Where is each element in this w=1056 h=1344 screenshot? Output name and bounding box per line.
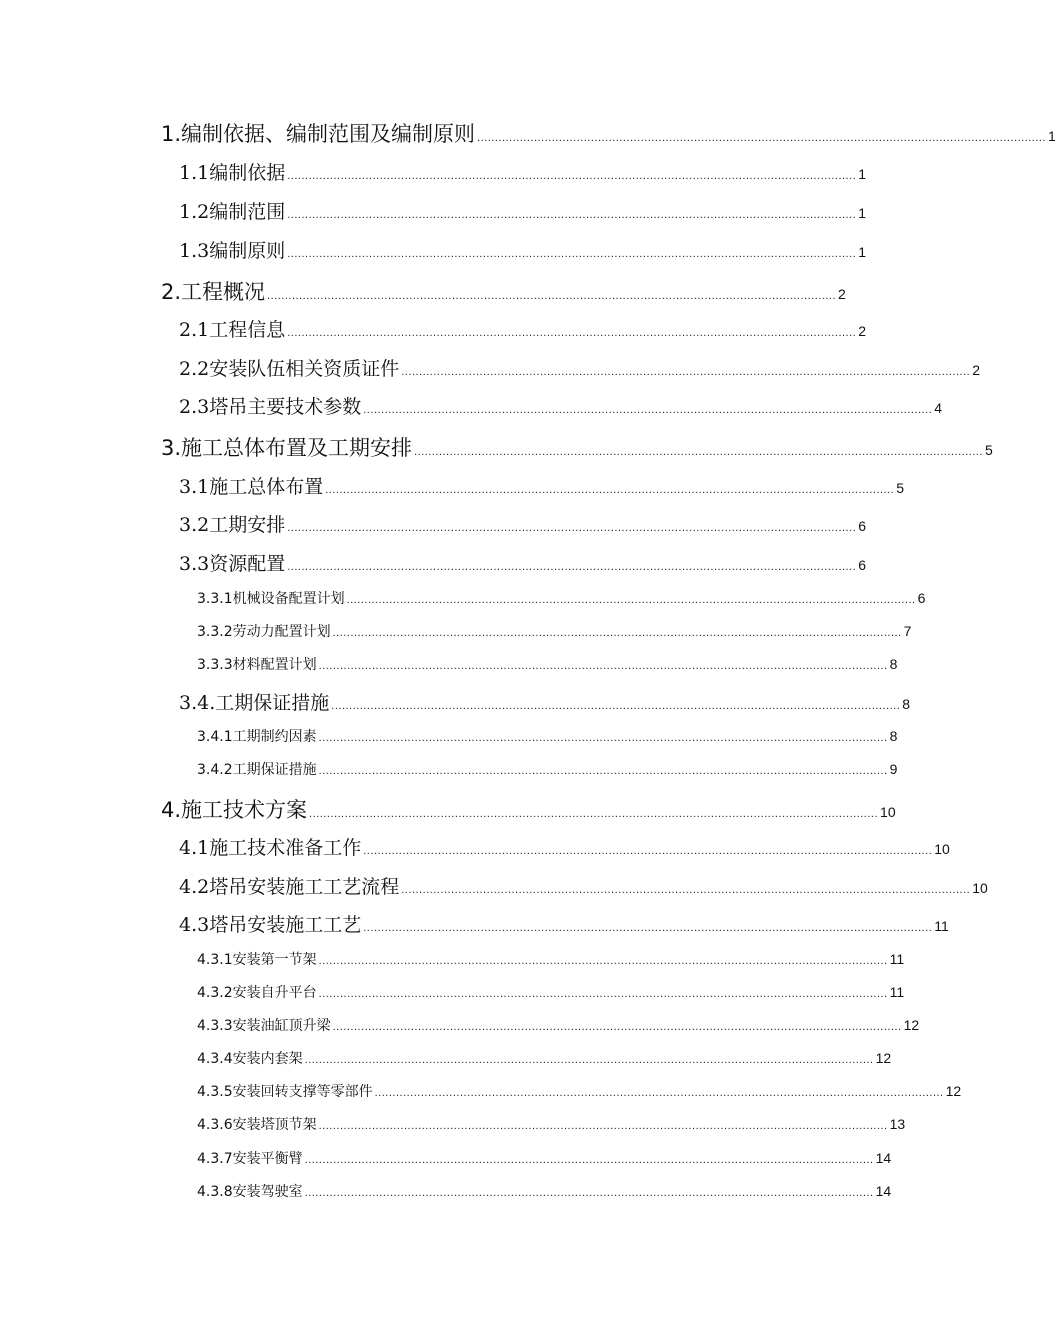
toc-page-number: 8 <box>889 728 898 744</box>
toc-page-number: 2 <box>972 362 981 378</box>
toc-number: 3.2 <box>179 514 210 536</box>
toc-page-number: 11 <box>889 984 905 1000</box>
toc-leader: ................................................................................................................................................................ <box>346 594 916 606</box>
toc-page-number: 10 <box>972 880 988 896</box>
toc-number: 4.3.3 <box>197 1018 233 1034</box>
toc-leader: ................................................................................................................................................................ <box>304 1054 874 1066</box>
toc-entry[interactable] <box>197 621 912 641</box>
toc-leader: ................................................................................................................................................................ <box>287 209 857 221</box>
toc-leader: ................................................................................................................................................................ <box>318 955 888 967</box>
toc-number: 3.3 <box>179 553 210 575</box>
toc-entry[interactable] <box>197 1081 962 1101</box>
toc-page-number: 5 <box>985 442 993 458</box>
toc-title: 劳动力配置计划 <box>232 624 331 640</box>
toc-entry[interactable] <box>179 910 949 937</box>
toc-number: 4.1 <box>179 837 210 859</box>
toc-title: 安装第一节架 <box>232 952 317 968</box>
toc-entry[interactable] <box>179 872 988 899</box>
toc-page-number: 1 <box>858 244 867 260</box>
toc-leader: ................................................................................................................................................................ <box>363 404 933 416</box>
toc-title: 安装队伍相关资质证件 <box>209 358 400 380</box>
toc-title: 安装平衡臂 <box>232 1151 303 1167</box>
toc-page-number: 10 <box>934 841 950 857</box>
toc-entry[interactable] <box>161 118 1056 148</box>
toc-entry[interactable] <box>197 1114 906 1134</box>
toc-entry[interactable] <box>179 197 867 224</box>
toc-leader: ................................................................................................................................................................ <box>401 884 971 896</box>
toc-entry[interactable] <box>179 392 943 419</box>
toc-number: 3.4.2 <box>197 762 233 778</box>
toc-number: 4.3.5 <box>197 1084 233 1100</box>
toc-title: 塔吊安装施工工艺 <box>209 914 362 936</box>
toc-page-number: 2 <box>838 286 846 302</box>
toc-number: 3.1 <box>179 476 210 498</box>
toc-title: 材料配置计划 <box>232 657 317 673</box>
toc-leader: ................................................................................................................................................................ <box>363 922 933 934</box>
toc-number: 1.3 <box>179 240 210 262</box>
toc-title: 编制依据、编制范围及编制原则 <box>181 122 476 146</box>
toc-page-number: 9 <box>889 761 898 777</box>
toc-entry[interactable] <box>197 759 898 779</box>
toc-entry[interactable] <box>179 354 981 381</box>
toc-entry[interactable] <box>179 472 905 499</box>
toc-entry[interactable] <box>179 315 867 342</box>
toc-leader: ................................................................................................................................................................ <box>287 522 857 534</box>
toc-entry[interactable] <box>197 1148 892 1168</box>
toc-entry[interactable] <box>161 276 846 306</box>
toc-leader: ................................................................................................................................................................ <box>318 1120 888 1132</box>
toc-number: 3.3.1 <box>197 591 233 607</box>
toc-leader: ................................................................................................................................................................ <box>374 1087 944 1099</box>
toc-title: 塔吊安装施工工艺流程 <box>209 876 400 898</box>
toc-leader: ................................................................................................................................................................ <box>477 132 1047 144</box>
toc-number: 4. <box>161 798 182 822</box>
toc-title: 施工技术方案 <box>181 798 308 822</box>
toc-number: 4.3.1 <box>197 952 233 968</box>
toc-entry[interactable] <box>179 833 950 860</box>
toc-title: 机械设备配置计划 <box>232 591 345 607</box>
toc-number: 3.3.3 <box>197 657 233 673</box>
toc-title: 编制范围 <box>209 201 286 223</box>
toc-leader: ................................................................................................................................................................ <box>287 561 857 573</box>
toc-page-number: 12 <box>875 1050 892 1066</box>
toc-number: 2. <box>161 280 182 304</box>
toc-title: 编制依据 <box>209 162 286 184</box>
toc-leader: ................................................................................................................................................................ <box>414 446 984 458</box>
toc-entry[interactable] <box>197 1181 892 1201</box>
toc-number: 3. <box>161 436 182 460</box>
toc-number: 3.3.2 <box>197 624 233 640</box>
toc-title: 工期保证措施 <box>232 762 317 778</box>
toc-leader: ................................................................................................................................................................ <box>318 988 888 1000</box>
toc-title: 施工技术准备工作 <box>209 837 362 859</box>
toc-title: 工期保证措施 <box>215 692 330 714</box>
toc-number: 4.3.6 <box>197 1117 233 1133</box>
toc-page-number: 5 <box>896 480 905 496</box>
toc-entry[interactable] <box>161 794 896 824</box>
toc-page-number: 7 <box>903 623 912 639</box>
toc-title: 安装油缸顶升梁 <box>232 1018 331 1034</box>
toc-leader: ................................................................................................................................................................ <box>363 845 933 857</box>
toc-title: 编制原则 <box>209 240 286 262</box>
toc-page-number: 11 <box>889 951 905 967</box>
toc-title: 资源配置 <box>209 553 286 575</box>
toc-leader: ................................................................................................................................................................ <box>325 484 895 496</box>
toc-page-number: 1 <box>858 205 867 221</box>
toc-title: 施工总体布置 <box>209 476 324 498</box>
toc-number: 2.1 <box>179 319 210 341</box>
toc-leader: ................................................................................................................................................................ <box>309 808 879 820</box>
toc-leader: ................................................................................................................................................................ <box>304 1154 874 1166</box>
toc-number: 2.3 <box>179 396 210 418</box>
toc-title: 塔吊主要技术参数 <box>209 396 362 418</box>
toc-page-number: 6 <box>858 518 867 534</box>
toc-page-number: 8 <box>902 696 911 712</box>
toc-title: 工期制约因素 <box>232 729 317 745</box>
toc-leader: ................................................................................................................................................................ <box>318 765 888 777</box>
toc-page-number: 1 <box>1048 128 1056 144</box>
toc-entry[interactable] <box>179 158 867 185</box>
toc-leader: ................................................................................................................................................................ <box>331 700 901 712</box>
toc-leader: ................................................................................................................................................................ <box>332 627 902 639</box>
toc-number: 1.1 <box>179 162 210 184</box>
toc-leader: ................................................................................................................................................................ <box>332 1021 902 1033</box>
toc-entry[interactable] <box>179 236 867 263</box>
toc-title: 安装回转支撑等零部件 <box>232 1084 373 1100</box>
toc-leader: ................................................................................................................................................................ <box>287 327 857 339</box>
toc-page-number: 10 <box>880 804 896 820</box>
toc-page-number: 6 <box>858 557 867 573</box>
toc-entry[interactable] <box>197 982 905 1002</box>
toc-number: 3.4. <box>179 692 216 714</box>
toc-entry[interactable] <box>197 1048 892 1068</box>
toc-page-number: 12 <box>903 1017 920 1033</box>
toc-page-number: 8 <box>889 656 898 672</box>
toc-leader: ................................................................................................................................................................ <box>287 170 857 182</box>
toc-number: 1.2 <box>179 201 210 223</box>
toc-leader: ................................................................................................................................................................ <box>267 290 837 302</box>
toc-leader: ................................................................................................................................................................ <box>401 366 971 378</box>
toc-number: 4.3.7 <box>197 1151 233 1167</box>
toc-entry[interactable] <box>179 549 867 576</box>
toc-title: 工程信息 <box>209 319 286 341</box>
toc-entry[interactable] <box>197 588 926 608</box>
toc-page-number: 6 <box>917 590 926 606</box>
toc-title: 安装内套架 <box>232 1051 303 1067</box>
toc-title: 安装塔顶节架 <box>232 1117 317 1133</box>
toc-page-number: 14 <box>875 1150 892 1166</box>
toc-leader: ................................................................................................................................................................ <box>287 248 857 260</box>
toc-entry[interactable] <box>197 949 905 969</box>
toc-number: 2.2 <box>179 358 210 380</box>
toc-leader: ................................................................................................................................................................ <box>318 732 888 744</box>
toc-entry[interactable] <box>179 688 911 715</box>
toc-entry[interactable] <box>197 654 898 674</box>
toc-entry[interactable] <box>161 432 993 462</box>
toc-number: 3.4.1 <box>197 729 233 745</box>
toc-page-number: 14 <box>875 1183 892 1199</box>
toc-title: 工程概况 <box>181 280 266 304</box>
toc-number: 4.3.2 <box>197 985 233 1001</box>
toc-title: 施工总体布置及工期安排 <box>181 436 413 460</box>
toc-leader: ................................................................................................................................................................ <box>318 660 888 672</box>
toc-number: 4.3 <box>179 914 210 936</box>
toc-entry[interactable] <box>179 510 867 537</box>
toc-title: 安装自升平台 <box>232 985 317 1001</box>
toc-title: 工期安排 <box>209 514 286 536</box>
toc-page-number: 1 <box>858 166 867 182</box>
toc-page-number: 13 <box>889 1116 906 1132</box>
toc-page-number: 12 <box>945 1083 962 1099</box>
toc-number: 4.2 <box>179 876 210 898</box>
toc-title: 安装驾驶室 <box>232 1184 303 1200</box>
toc-page-number: 4 <box>934 400 943 416</box>
toc-number: 4.3.4 <box>197 1051 233 1067</box>
toc-number: 4.3.8 <box>197 1184 233 1200</box>
toc-page-number: 11 <box>934 918 949 934</box>
toc-entry[interactable] <box>197 1015 920 1035</box>
toc-number: 1. <box>161 122 182 146</box>
toc-entry[interactable] <box>197 726 898 746</box>
toc-page-number: 2 <box>858 323 867 339</box>
toc-leader: ................................................................................................................................................................ <box>304 1187 874 1199</box>
